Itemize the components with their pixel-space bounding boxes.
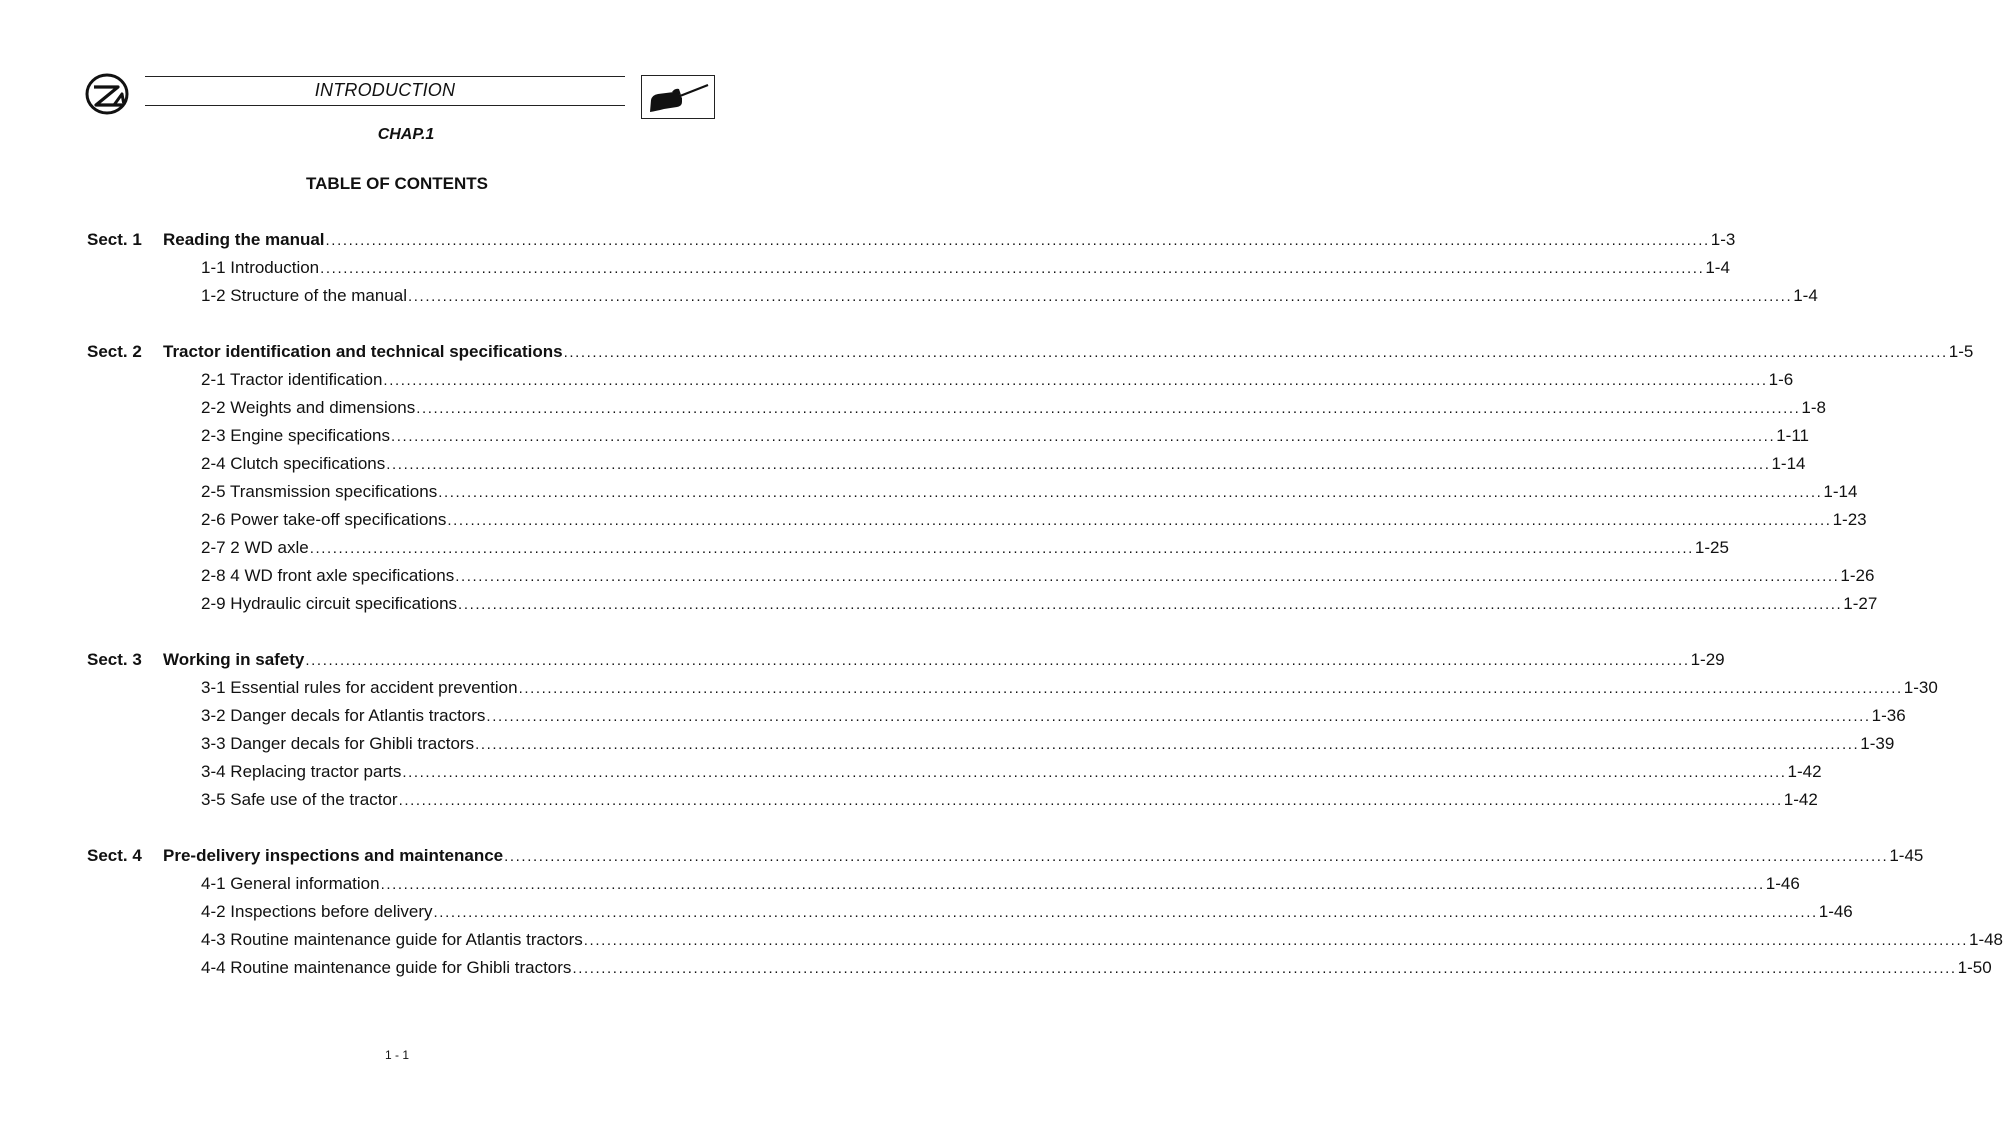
section-label: Sect. 1 bbox=[87, 230, 142, 249]
toc-entry bbox=[201, 509, 1867, 532]
section-title: Working in safety bbox=[163, 650, 305, 669]
toc-section-row bbox=[87, 341, 1974, 363]
pointing-hand-icon bbox=[642, 76, 714, 118]
leader-dots: ................................................................................................................................................................................................................................................ bbox=[504, 848, 1889, 865]
toc-entry bbox=[201, 593, 1878, 616]
leader-dots: ................................................................................................................................................................................................................................................ bbox=[486, 708, 1871, 725]
toc-subsection-row bbox=[87, 481, 1858, 503]
toc-entry bbox=[201, 425, 1809, 448]
subsection-title: 3-2 Danger decals for Atlantis tractors bbox=[201, 706, 486, 725]
page-number: 1-46 bbox=[1765, 874, 1800, 893]
leader-dots: ................................................................................................................................................................................................................................................ bbox=[408, 288, 1793, 305]
toc-subsection-row bbox=[87, 677, 1938, 699]
leader-dots: ................................................................................................................................................................................................................................................ bbox=[398, 792, 1783, 809]
leader-dots: ................................................................................................................................................................................................................................................ bbox=[402, 764, 1787, 781]
page-number: 1-14 bbox=[1771, 454, 1806, 473]
chapter-label: CHAP.1 bbox=[377, 126, 435, 143]
toc-section-row bbox=[87, 845, 1924, 867]
page-number: 1-45 bbox=[1889, 846, 1924, 865]
subsection-title: 3-5 Safe use of the tractor bbox=[201, 790, 398, 809]
toc-subsection-row bbox=[87, 453, 1806, 475]
page-number: 1-6 bbox=[1768, 370, 1794, 389]
toc-subsection-row bbox=[87, 761, 1822, 783]
toc-section-row bbox=[87, 229, 1736, 251]
toc-entry bbox=[163, 649, 1725, 672]
toc-subsection-row bbox=[87, 733, 1895, 755]
section-label: Sect. 4 bbox=[87, 846, 142, 865]
subsection-title: 4-3 Routine maintenance guide for Atlantis tractors bbox=[201, 930, 583, 949]
subsection-title: 1-2 Structure of the manual bbox=[201, 286, 408, 305]
page-number: 1-26 bbox=[1840, 566, 1875, 585]
toc-subsection-row bbox=[87, 789, 1818, 811]
toc-subsection-row bbox=[87, 593, 1878, 615]
toc-subsection-row bbox=[87, 565, 1875, 587]
leader-dots: ................................................................................................................................................................................................................................................ bbox=[380, 876, 1765, 893]
toc-entry bbox=[201, 901, 1853, 924]
page-number: 1-42 bbox=[1783, 790, 1818, 809]
page-number: 1-5 bbox=[1948, 342, 1974, 361]
header-title: INTRODUCTION bbox=[314, 80, 456, 100]
leader-dots: ................................................................................................................................................................................................................................................ bbox=[455, 568, 1840, 585]
leader-dots: ................................................................................................................................................................................................................................................ bbox=[309, 540, 1694, 557]
toc-subsection-row bbox=[87, 425, 1809, 447]
toc-subsection-row bbox=[87, 285, 1818, 307]
subsection-title: 2-3 Engine specifications bbox=[201, 426, 391, 445]
subsection-title: 2-2 Weights and dimensions bbox=[201, 398, 416, 417]
toc-entry bbox=[201, 537, 1729, 560]
toc-subsection-row bbox=[87, 397, 1826, 419]
subsection-title: 3-3 Danger decals for Ghibli tractors bbox=[201, 734, 475, 753]
leader-dots: ................................................................................................................................................................................................................................................ bbox=[391, 428, 1776, 445]
leader-dots: ................................................................................................................................................................................................................................................ bbox=[438, 484, 1823, 501]
subsection-title: 2-9 Hydraulic circuit specifications bbox=[201, 594, 458, 613]
toc-entry bbox=[163, 845, 1924, 868]
page-number: 1-11 bbox=[1776, 426, 1809, 445]
page-number: 1-4 bbox=[1705, 258, 1730, 277]
toc-entry bbox=[201, 481, 1858, 504]
leader-dots: ................................................................................................................................................................................................................................................ bbox=[563, 344, 1948, 361]
toc-entry bbox=[201, 677, 1938, 700]
chapter-heading bbox=[0, 126, 794, 144]
page-number: 1-23 bbox=[1832, 510, 1867, 529]
subsection-title: 2-4 Clutch specifications bbox=[201, 454, 386, 473]
toc-entry bbox=[201, 453, 1806, 476]
subsection-title: 2-8 4 WD front axle specifications bbox=[201, 566, 455, 585]
toc-entry bbox=[163, 229, 1736, 252]
subsection-title: 4-1 General information bbox=[201, 874, 380, 893]
pointer-box bbox=[641, 75, 715, 119]
leader-dots: ................................................................................................................................................................................................................................................ bbox=[518, 680, 1903, 697]
toc-subsection-row bbox=[87, 537, 1729, 559]
subsection-title: 4-4 Routine maintenance guide for Ghibli tractors bbox=[201, 958, 572, 977]
toc-entry bbox=[201, 257, 1730, 280]
leader-dots: ................................................................................................................................................................................................................................................ bbox=[475, 736, 1860, 753]
subsection-title: 1-1 Introduction bbox=[201, 258, 320, 277]
section-title: Pre-delivery inspections and maintenance bbox=[163, 846, 504, 865]
toc-subsection-row bbox=[87, 257, 1730, 279]
toc-entry bbox=[201, 369, 1794, 392]
leader-dots: ................................................................................................................................................................................................................................................ bbox=[447, 512, 1832, 529]
toc-subsection-row bbox=[87, 705, 1906, 727]
subsection-title: 3-4 Replacing tractor parts bbox=[201, 762, 402, 781]
toc-entry bbox=[201, 957, 1992, 980]
leader-dots: ................................................................................................................................................................................................................................................ bbox=[458, 596, 1843, 613]
page-number: 1-8 bbox=[1801, 398, 1826, 417]
toc-entry bbox=[201, 705, 1906, 728]
page-number: 1-4 bbox=[1793, 286, 1818, 305]
leader-dots: ................................................................................................................................................................................................................................................ bbox=[583, 932, 1968, 949]
page-number: 1-50 bbox=[1957, 958, 1992, 977]
toc-entry bbox=[201, 733, 1895, 756]
leader-dots: ................................................................................................................................................................................................................................................ bbox=[305, 652, 1690, 669]
page-number: 1-42 bbox=[1787, 762, 1822, 781]
toc-entry bbox=[201, 789, 1818, 812]
leader-dots: ................................................................................................................................................................................................................................................ bbox=[416, 400, 1801, 417]
leader-dots: ................................................................................................................................................................................................................................................ bbox=[325, 232, 1710, 249]
section-label: Sect. 3 bbox=[87, 650, 142, 669]
header-rule-top bbox=[145, 76, 625, 77]
toc-entry bbox=[163, 341, 1974, 364]
toc-entry bbox=[201, 285, 1818, 308]
toc-entry bbox=[201, 929, 2003, 952]
section-label: Sect. 2 bbox=[87, 342, 142, 361]
toc-subsection-row bbox=[87, 957, 1992, 979]
page-number: 1-30 bbox=[1903, 678, 1938, 697]
section-title: Reading the manual bbox=[163, 230, 325, 249]
leader-dots: ................................................................................................................................................................................................................................................ bbox=[572, 960, 1957, 977]
leader-dots: ................................................................................................................................................................................................................................................ bbox=[320, 260, 1705, 277]
page-number: 1-14 bbox=[1823, 482, 1858, 501]
subsection-title: 2-6 Power take-off specifications bbox=[201, 510, 447, 529]
toc-subsection-row bbox=[87, 929, 2003, 951]
toc-entry bbox=[201, 761, 1822, 784]
page-number: 1-3 bbox=[1710, 230, 1736, 249]
page-number: 1-25 bbox=[1694, 538, 1729, 557]
footer-page-number: 1 - 1 bbox=[384, 1048, 409, 1062]
page-number: 1-27 bbox=[1843, 594, 1878, 613]
leader-dots: ................................................................................................................................................................................................................................................ bbox=[383, 372, 1768, 389]
page-number: 1-39 bbox=[1860, 734, 1895, 753]
page-number: 1-29 bbox=[1690, 650, 1725, 669]
header-rule-bottom bbox=[145, 105, 625, 106]
toc-title: TABLE OF CONTENTS bbox=[306, 174, 488, 193]
toc-subsection-row bbox=[87, 901, 1853, 923]
toc-entry bbox=[201, 397, 1826, 420]
page-number: 1-36 bbox=[1871, 706, 1906, 725]
leader-dots: ................................................................................................................................................................................................................................................ bbox=[386, 456, 1771, 473]
subsection-title: 3-1 Essential rules for accident prevention bbox=[201, 678, 518, 697]
toc-entry bbox=[201, 565, 1875, 588]
page-number: 1-46 bbox=[1818, 902, 1853, 921]
subsection-title: 2-5 Transmission specifications bbox=[201, 482, 438, 501]
toc-subsection-row bbox=[87, 369, 1794, 391]
subsection-title: 2-7 2 WD axle bbox=[201, 538, 309, 557]
subsection-title: 2-1 Tractor identification bbox=[201, 370, 383, 389]
toc-entry bbox=[201, 873, 1800, 896]
toc-subsection-row bbox=[87, 873, 1800, 895]
toc-subsection-row bbox=[87, 509, 1867, 531]
brand-logo bbox=[84, 72, 132, 116]
toc-section-row bbox=[87, 649, 1725, 671]
section-title: Tractor identification and technical specifications bbox=[163, 342, 563, 361]
page-number: 1-48 bbox=[1968, 930, 2003, 949]
leader-dots: ................................................................................................................................................................................................................................................ bbox=[433, 904, 1818, 921]
subsection-title: 4-2 Inspections before delivery bbox=[201, 902, 433, 921]
